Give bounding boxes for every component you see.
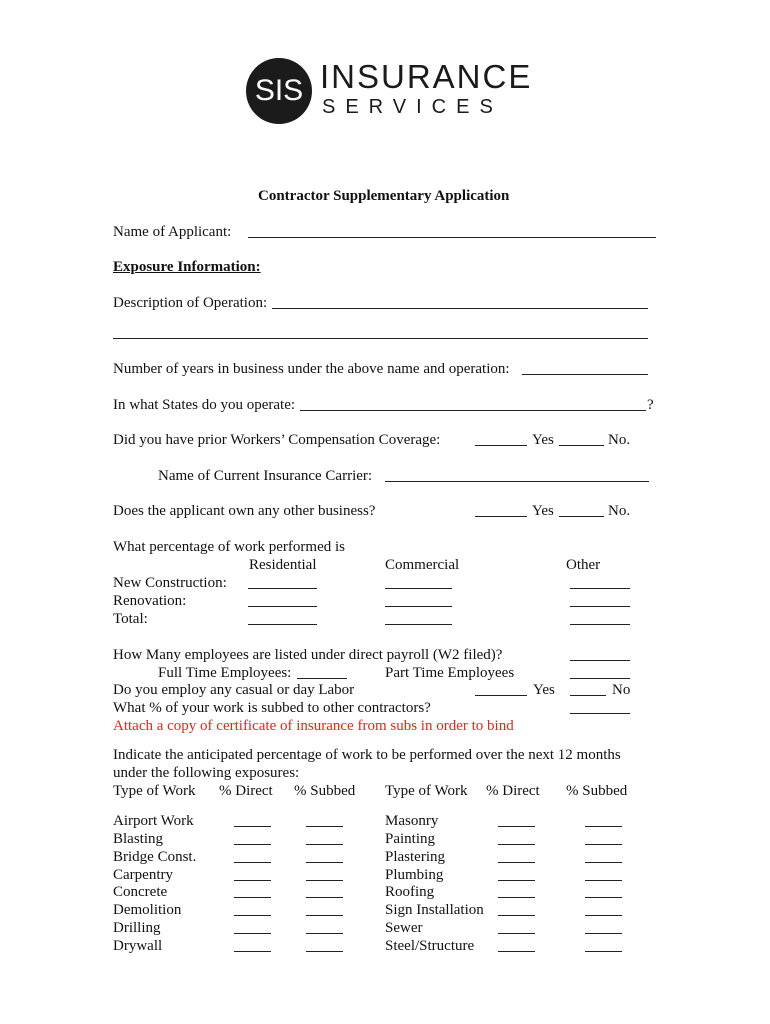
work-left-direct-field[interactable]: [234, 933, 271, 934]
work-left-subbed-field[interactable]: [306, 897, 343, 898]
percentage-label: What percentage of work performed is: [113, 539, 345, 555]
work-right-subbed-field[interactable]: [585, 862, 622, 863]
work-left-subbed-field[interactable]: [306, 844, 343, 845]
total-other-field[interactable]: [570, 624, 630, 625]
work-right-subbed-field[interactable]: [585, 897, 622, 898]
work-left-direct-field[interactable]: [234, 897, 271, 898]
work-right-direct-field[interactable]: [498, 897, 535, 898]
work-left-label: Blasting: [113, 831, 164, 847]
part-time-label: Part Time Employees: [385, 665, 515, 681]
work-left-direct-field[interactable]: [234, 862, 271, 863]
work-right-subbed-field[interactable]: [585, 915, 622, 916]
header-direct-right: % Direct: [486, 783, 540, 799]
work-left-subbed-field[interactable]: [306, 826, 343, 827]
other-business-no-field[interactable]: [559, 516, 604, 517]
header-type-right: Type of Work: [385, 783, 468, 799]
employees-field[interactable]: [570, 660, 630, 661]
attach-notice: Attach a copy of certificate of insurance from subs in order to bind: [113, 718, 514, 734]
workers-comp-yes-label: Yes: [532, 432, 554, 448]
name-label: Name of Applicant:: [113, 224, 232, 240]
casual-no-label: No: [612, 682, 631, 698]
carrier-label: Name of Current Insurance Carrier:: [158, 468, 373, 484]
col-commercial: Commercial: [385, 557, 460, 573]
description-field-line2[interactable]: [113, 338, 648, 339]
workers-comp-no-field[interactable]: [559, 445, 604, 446]
work-right-direct-field[interactable]: [498, 915, 535, 916]
employees-label: How Many employees are listed under direct payroll (W2 filed)?: [113, 647, 503, 663]
header-subbed-left: % Subbed: [294, 783, 356, 799]
work-left-label: Drilling: [113, 920, 161, 936]
work-left-label: Concrete: [113, 884, 168, 900]
work-right-subbed-field[interactable]: [585, 844, 622, 845]
work-right-subbed-field[interactable]: [585, 826, 622, 827]
col-other: Other: [566, 557, 601, 573]
logo-circle-text: SIS: [254, 74, 304, 107]
renovation-commercial-field[interactable]: [385, 606, 452, 607]
work-left-subbed-field[interactable]: [306, 862, 343, 863]
work-right-direct-field[interactable]: [498, 826, 535, 827]
header-subbed-right: % Subbed: [566, 783, 628, 799]
states-question-mark: ?: [647, 397, 654, 413]
col-residential: Residential: [249, 557, 317, 573]
carrier-field[interactable]: [385, 481, 649, 482]
renovation-residential-field[interactable]: [248, 606, 317, 607]
work-left-direct-field[interactable]: [234, 915, 271, 916]
work-right-subbed-field[interactable]: [585, 951, 622, 952]
form-title: Contractor Supplementary Application: [258, 188, 510, 204]
work-left-direct-field[interactable]: [234, 844, 271, 845]
work-left-label: Demolition: [113, 902, 182, 918]
header-direct-left: % Direct: [219, 783, 273, 799]
casual-yes-label: Yes: [533, 682, 555, 698]
other-business-yes-label: Yes: [532, 503, 554, 519]
total-commercial-field[interactable]: [385, 624, 452, 625]
indicate-line1: Indicate the anticipated percentage of work to be performed over the next 12 months: [113, 747, 621, 763]
logo-services-text: SERVICES: [322, 96, 503, 118]
description-field[interactable]: [272, 308, 648, 309]
subbed-field[interactable]: [570, 713, 630, 714]
new-construction-other-field[interactable]: [570, 588, 630, 589]
new-construction-residential-field[interactable]: [248, 588, 317, 589]
work-left-direct-field[interactable]: [234, 951, 271, 952]
work-right-direct-field[interactable]: [498, 933, 535, 934]
work-right-direct-field[interactable]: [498, 951, 535, 952]
description-label: Description of Operation:: [113, 295, 268, 311]
work-right-direct-field[interactable]: [498, 862, 535, 863]
work-left-direct-field[interactable]: [234, 880, 271, 881]
work-right-direct-field[interactable]: [498, 880, 535, 881]
work-right-label: Sign Installation: [385, 902, 484, 918]
part-time-field[interactable]: [570, 678, 630, 679]
header-type-left: Type of Work: [113, 783, 196, 799]
exposure-heading: Exposure Information:: [113, 259, 261, 275]
casual-no-field[interactable]: [570, 695, 606, 696]
other-business-yes-field[interactable]: [475, 516, 527, 517]
name-field[interactable]: [248, 237, 656, 238]
indicate-line2: under the following exposures:: [113, 765, 300, 781]
work-right-subbed-field[interactable]: [585, 933, 622, 934]
work-right-label: Sewer: [385, 920, 423, 936]
work-left-label: Carpentry: [113, 867, 173, 883]
logo-insurance-text: INSURANCE: [320, 58, 533, 95]
other-business-no-label: No.: [608, 503, 631, 519]
new-construction-commercial-field[interactable]: [385, 588, 452, 589]
work-right-label: Roofing: [385, 884, 435, 900]
total-residential-field[interactable]: [248, 624, 317, 625]
workers-comp-yes-field[interactable]: [475, 445, 527, 446]
renovation-other-field[interactable]: [570, 606, 630, 607]
states-label: In what States do you operate:: [113, 397, 296, 413]
work-right-direct-field[interactable]: [498, 844, 535, 845]
states-field[interactable]: [300, 410, 646, 411]
work-left-label: Airport Work: [113, 813, 194, 829]
workers-comp-no-label: No.: [608, 432, 631, 448]
workers-comp-label: Did you have prior Workers’ Compensation Coverage:: [113, 432, 441, 448]
row-renovation: Renovation:: [113, 593, 187, 609]
work-left-subbed-field[interactable]: [306, 915, 343, 916]
casual-yes-field[interactable]: [475, 695, 527, 696]
row-new-construction: New Construction:: [113, 575, 227, 591]
work-left-subbed-field[interactable]: [306, 880, 343, 881]
work-left-subbed-field[interactable]: [306, 933, 343, 934]
work-left-subbed-field[interactable]: [306, 951, 343, 952]
work-right-label: Steel/Structure: [385, 938, 475, 954]
subbed-label: What % of your work is subbed to other contractors?: [113, 700, 431, 716]
casual-label: Do you employ any casual or day Labor: [113, 682, 355, 698]
work-right-label: Plastering: [385, 849, 445, 865]
logo-circle: [246, 58, 312, 124]
row-total: Total:: [113, 611, 148, 627]
full-time-field[interactable]: [297, 678, 347, 679]
full-time-label: Full Time Employees:: [158, 665, 292, 681]
work-right-label: Painting: [385, 831, 436, 847]
work-left-label: Bridge Const.: [113, 849, 197, 865]
other-business-label: Does the applicant own any other business?: [113, 503, 376, 519]
work-right-label: Masonry: [385, 813, 439, 829]
work-right-subbed-field[interactable]: [585, 880, 622, 881]
years-field[interactable]: [522, 374, 648, 375]
work-right-label: Plumbing: [385, 867, 444, 883]
work-left-label: Drywall: [113, 938, 163, 954]
years-label: Number of years in business under the above name and operation:: [113, 361, 510, 377]
work-left-direct-field[interactable]: [234, 826, 271, 827]
